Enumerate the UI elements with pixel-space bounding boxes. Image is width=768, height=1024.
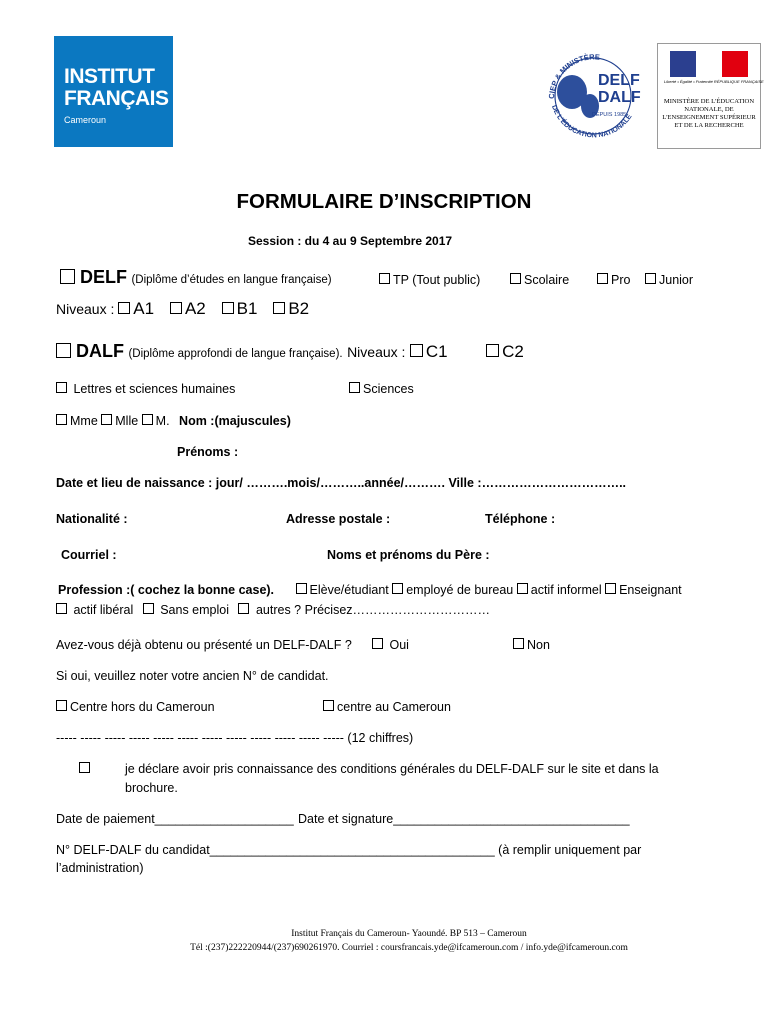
enseignant-label: Enseignant — [619, 583, 682, 597]
scolaire-label: Scolaire — [524, 273, 570, 287]
seal-ring-top: CIEP & MINISTÈRE — [546, 52, 601, 100]
m-checkbox[interactable] — [142, 414, 153, 425]
tp-checkbox[interactable] — [379, 273, 390, 284]
tp-label: TP (Tout public) — [393, 273, 481, 287]
lettres-checkbox[interactable] — [56, 382, 67, 393]
declaration-line-1: je déclare avoir pris connaissance des conditions générales du DELF-DALF sur le site et dans la — [125, 762, 659, 776]
a2-checkbox[interactable] — [170, 302, 182, 314]
centre-hors-checkbox[interactable] — [56, 700, 67, 711]
centre-cameroun-label: centre au Cameroun — [337, 700, 451, 714]
employe-label: employé de bureau — [406, 583, 514, 597]
sans-emploi-label: Sans emploi — [160, 603, 229, 617]
sans-emploi-checkbox[interactable] — [143, 603, 154, 614]
numero-line-2: l’administration) — [56, 861, 144, 875]
seal-ring-bottom: DE L'ÉDUCATION NATIONALE — [550, 104, 634, 140]
logo-line-1: INSTITUT — [64, 65, 155, 88]
civilite-row — [56, 414, 291, 428]
nationalite-label: Nationalité : — [56, 512, 128, 526]
c2-checkbox[interactable] — [486, 344, 499, 357]
dalf-checkbox[interactable] — [56, 343, 71, 358]
pere-label: Noms et prénoms du Père : — [327, 548, 490, 562]
deja-non — [513, 638, 550, 652]
junior-checkbox[interactable] — [645, 273, 656, 284]
enseignant-checkbox[interactable] — [605, 583, 616, 594]
domaine-sciences — [349, 382, 414, 396]
delf-desc: (Diplôme d’études en langue française) — [131, 274, 332, 286]
french-flag-icon — [670, 51, 748, 77]
b1-checkbox[interactable] — [222, 302, 234, 314]
employe-checkbox[interactable] — [392, 583, 403, 594]
seal-depuis: DEPUIS 1985 — [592, 112, 627, 118]
c1-label: C1 — [425, 342, 448, 361]
oui-label: Oui — [389, 638, 409, 652]
option-tp — [379, 273, 480, 287]
courriel-label: Courriel : — [61, 548, 117, 562]
mme-label: Mme — [70, 414, 98, 428]
declaration-line-2: brochure. — [125, 781, 178, 795]
ministere-logo — [657, 43, 764, 149]
profession-row-1 — [58, 583, 682, 597]
c1-checkbox[interactable] — [410, 344, 423, 357]
autres-checkbox[interactable] — [238, 603, 249, 614]
sciences-label: Sciences — [363, 382, 414, 396]
delf-label: DELF — [80, 267, 127, 287]
lettres-label: Lettres et sciences humaines — [73, 382, 236, 396]
mlle-checkbox[interactable] — [101, 414, 112, 425]
delf-dalf-seal-logo — [538, 44, 654, 148]
informel-checkbox[interactable] — [517, 583, 528, 594]
sciences-checkbox[interactable] — [349, 382, 360, 393]
non-label: Non — [527, 638, 550, 652]
telephone-label: Téléphone : — [485, 512, 556, 526]
non-checkbox[interactable] — [513, 638, 524, 649]
eleve-label: Elève/étudiant — [309, 583, 389, 597]
autres-label: autres ? Précisez…………………………… — [255, 603, 491, 617]
ministere-text: MINISTÈRE DE L'ÉDUCATION NATIONALE, DE L'ENSEIGNEMENT SUPÉRIEUR ET DE LA RECHERCHE — [662, 98, 756, 129]
centre-hors — [56, 700, 215, 714]
a1-label: A1 — [133, 299, 155, 318]
liberal-label: actif libéral — [73, 603, 134, 617]
b2-checkbox[interactable] — [273, 302, 285, 314]
prenoms-label: Prénoms : — [177, 445, 239, 459]
delf-niveaux-label: Niveaux : — [56, 301, 115, 317]
a1-checkbox[interactable] — [118, 302, 130, 314]
dalf-desc: (Diplôme approfondi de langue française). — [128, 348, 343, 360]
seal-dalf: DALF — [598, 89, 641, 106]
signature-field[interactable]: Date et signature__________________________________ — [298, 812, 630, 826]
eleve-checkbox[interactable] — [296, 583, 307, 594]
dalf-niveaux-label: Niveaux : — [347, 344, 406, 360]
a2-label: A2 — [184, 299, 206, 318]
profession-label: Profession :( cochez la bonne case). — [58, 583, 275, 597]
oui-checkbox[interactable] — [372, 638, 383, 649]
scolaire-checkbox[interactable] — [510, 273, 521, 284]
footer-line-2: Tél :(237)222220944/(237)690261970. Courriel : coursfrancais.yde@ifcameroun.com / info.yde@ifcameroun.com — [190, 943, 628, 953]
mlle-label: Mlle — [115, 414, 139, 428]
pro-label: Pro — [611, 273, 631, 287]
option-pro — [597, 273, 630, 287]
centre-cameroun — [323, 700, 451, 714]
pro-checkbox[interactable] — [597, 273, 608, 284]
domaine-lettres — [56, 382, 235, 396]
delf-row — [60, 267, 332, 288]
institut-francais-logo — [54, 36, 173, 147]
c2-label: C2 — [502, 342, 524, 361]
deja-oui — [372, 638, 409, 652]
marianne-caption: Liberté • Égalité • Fraternité RÉPUBLIQUE FRANÇAISE — [664, 79, 764, 84]
option-scolaire — [510, 273, 569, 287]
m-label: M. — [155, 414, 170, 428]
adresse-label: Adresse postale : — [286, 512, 391, 526]
centre-cameroun-checkbox[interactable] — [323, 700, 334, 711]
dalf-row — [56, 341, 524, 362]
nom-label: Nom :(majuscules) — [179, 414, 291, 428]
informel-label: actif informel — [530, 583, 602, 597]
logo-line-2: FRANÇAIS — [64, 87, 169, 110]
delf-checkbox[interactable] — [60, 269, 75, 284]
seal-delf: DELF — [598, 72, 640, 89]
footer-line-1: Institut Français du Cameroun- Yaoundé. BP 513 – Cameroun — [291, 929, 527, 939]
paiement-field[interactable]: Date de paiement____________________ — [56, 812, 294, 826]
liberal-checkbox[interactable] — [56, 603, 67, 614]
delf-niveaux — [56, 299, 309, 319]
declaration-checkbox[interactable] — [79, 762, 90, 773]
declaration-checkbox-wrap — [79, 762, 93, 776]
deja-question: Avez-vous déjà obtenu ou présenté un DELF-DALF ? — [56, 638, 352, 652]
junior-label: Junior — [659, 273, 694, 287]
mme-checkbox[interactable] — [56, 414, 67, 425]
option-junior — [645, 273, 693, 287]
logo-city: Cameroun — [64, 115, 107, 125]
numero-line-1: N° DELF-DALF du candidat_________________________________________ (à remplir uniquement par — [56, 843, 642, 857]
session-text: Session : du 4 au 9 Septembre 2017 — [248, 234, 453, 248]
naissance-line: Date et lieu de naissance : jour/ ……….mois/………..année/………. Ville :…………………………….. — [56, 476, 627, 490]
b2-label: B2 — [288, 299, 310, 318]
si-oui-text: Si oui, veuillez noter votre ancien N° de candidat. — [56, 669, 329, 683]
centre-hors-label: Centre hors du Cameroun — [70, 700, 215, 714]
candidate-number-field[interactable]: ----- ----- ----- ----- ----- ----- ----- ----- ----- ----- ----- ----- (12 chiffres) — [56, 731, 414, 745]
dalf-label: DALF — [76, 341, 124, 361]
page-title: FORMULAIRE D’INSCRIPTION — [236, 190, 532, 213]
profession-row-2 — [56, 603, 490, 617]
b1-label: B1 — [236, 299, 258, 318]
